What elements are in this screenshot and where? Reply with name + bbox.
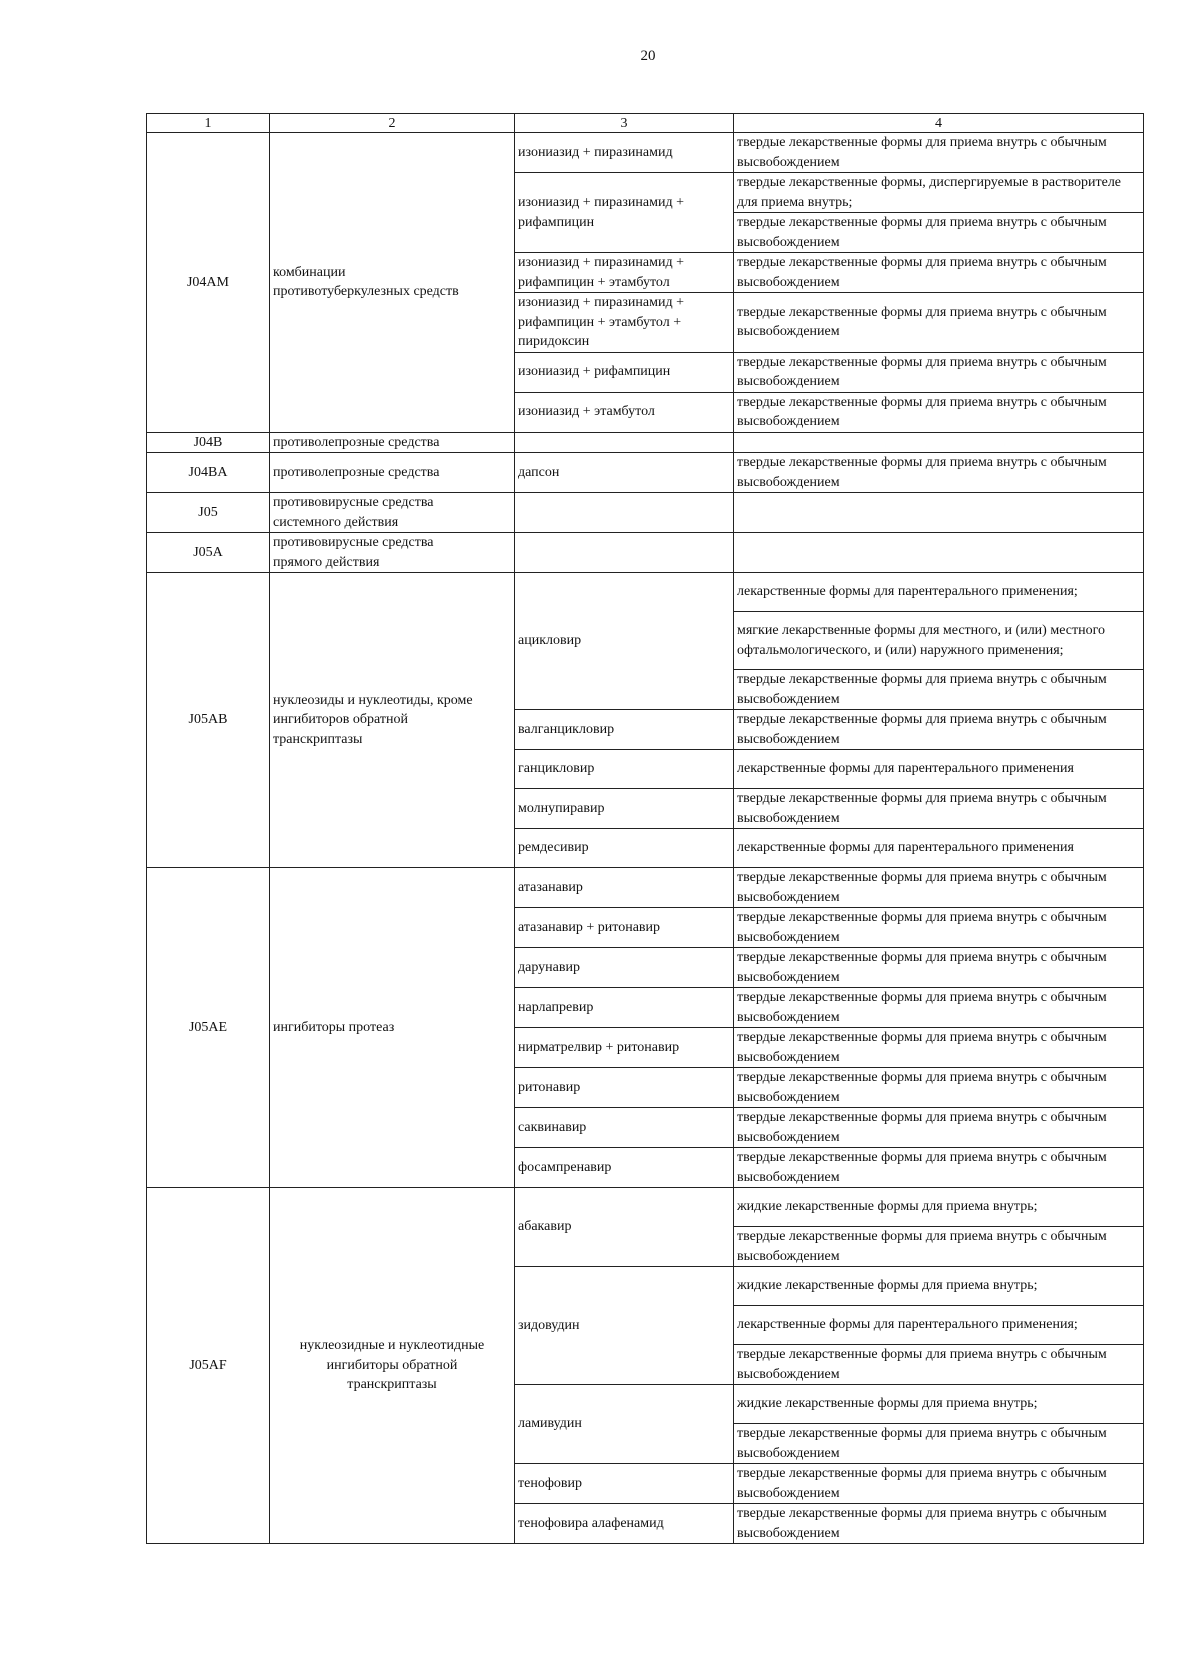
- dosage-form-cell: твердые лекарственные формы для приема внутрь с обычным высвобождением: [734, 948, 1144, 988]
- drug-name-cell: фосампренавир: [515, 1148, 734, 1188]
- dosage-form-cell: [734, 533, 1144, 573]
- dosage-form-cell: жидкие лекарственные формы для приема внутрь;: [734, 1188, 1144, 1227]
- dosage-form-cell: лекарственные формы для парентерального применения;: [734, 573, 1144, 612]
- dosage-form-cell: твердые лекарственные формы для приема внутрь с обычным высвобождением: [734, 1345, 1144, 1385]
- dosage-form-cell: твердые лекарственные формы для приема внутрь с обычным высвобождением: [734, 1227, 1144, 1267]
- medication-table: [146, 113, 1144, 1544]
- dosage-form-cell: [734, 493, 1144, 533]
- drug-name-cell: молнупиравир: [515, 789, 734, 829]
- page-number: 20: [640, 48, 656, 64]
- atc-group-name-cell: нуклеозиды и нуклеотиды, кроме ингибиторов обратной транскриптазы: [270, 573, 515, 868]
- drug-name-cell: тенофовир: [515, 1464, 734, 1504]
- drug-name-cell: атазанавир: [515, 868, 734, 908]
- table-row: [147, 573, 1144, 612]
- drug-name-cell: дапсон: [515, 453, 734, 493]
- table-row: [147, 432, 1144, 453]
- dosage-form-cell: жидкие лекарственные формы для приема внутрь;: [734, 1385, 1144, 1424]
- dosage-form-cell: лекарственные формы для парентерального применения: [734, 829, 1144, 868]
- drug-name-cell: ацикловир: [515, 573, 734, 710]
- atc-code-cell: J04BA: [147, 453, 270, 493]
- dosage-form-cell: лекарственные формы для парентерального применения: [734, 750, 1144, 789]
- atc-group-name-cell: противолепрозные средства: [270, 432, 515, 453]
- dosage-form-cell: твердые лекарственные формы для приема внутрь с обычным высвобождением: [734, 1464, 1144, 1504]
- dosage-form-cell: твердые лекарственные формы, диспергируемые в растворителе для приема внутрь;: [734, 173, 1144, 213]
- atc-code-cell: J05AB: [147, 573, 270, 868]
- dosage-form-cell: твердые лекарственные формы для приема внутрь с обычным высвобождением: [734, 670, 1144, 710]
- atc-group-name-cell: комбинации противотуберкулезных средств: [270, 133, 515, 433]
- table-row: [147, 453, 1144, 493]
- drug-name-cell: нарлапревир: [515, 988, 734, 1028]
- drug-name-cell: дарунавир: [515, 948, 734, 988]
- dosage-form-cell: твердые лекарственные формы для приема внутрь с обычным высвобождением: [734, 1424, 1144, 1464]
- header-col-1: 1: [147, 114, 270, 133]
- dosage-form-cell: твердые лекарственные формы для приема внутрь с обычным высвобождением: [734, 213, 1144, 253]
- dosage-form-cell: [734, 432, 1144, 453]
- dosage-form-cell: твердые лекарственные формы для приема внутрь с обычным высвобождением: [734, 293, 1144, 353]
- dosage-form-cell: твердые лекарственные формы для приема внутрь с обычным высвобождением: [734, 453, 1144, 493]
- drug-name-cell: изониазид + пиразинамид + рифампицин + этамбутол + пиридоксин: [515, 293, 734, 353]
- table-row: [147, 533, 1144, 573]
- dosage-form-cell: твердые лекарственные формы для приема внутрь с обычным высвобождением: [734, 789, 1144, 829]
- drug-name-cell: изониазид + пиразинамид + рифампицин: [515, 173, 734, 253]
- header-col-2: 2: [270, 114, 515, 133]
- table-row: [147, 868, 1144, 908]
- table-row: [147, 1188, 1144, 1227]
- dosage-form-cell: твердые лекарственные формы для приема внутрь с обычным высвобождением: [734, 908, 1144, 948]
- drug-name-cell: ритонавир: [515, 1068, 734, 1108]
- drug-name-cell: ремдесивир: [515, 829, 734, 868]
- dosage-form-cell: твердые лекарственные формы для приема внутрь с обычным высвобождением: [734, 868, 1144, 908]
- drug-name-cell: изониазид + этамбутол: [515, 392, 734, 432]
- atc-code-cell: J04B: [147, 432, 270, 453]
- dosage-form-cell: твердые лекарственные формы для приема внутрь с обычным высвобождением: [734, 392, 1144, 432]
- dosage-form-cell: твердые лекарственные формы для приема внутрь с обычным высвобождением: [734, 133, 1144, 173]
- drug-name-cell: ламивудин: [515, 1385, 734, 1464]
- drug-name-cell: изониазид + пиразинамид + рифампицин + этамбутол: [515, 253, 734, 293]
- dosage-form-cell: твердые лекарственные формы для приема внутрь с обычным высвобождением: [734, 1504, 1144, 1544]
- atc-code-cell: J05AE: [147, 868, 270, 1188]
- dosage-form-cell: лекарственные формы для парентерального применения;: [734, 1306, 1144, 1345]
- atc-code-cell: J05: [147, 493, 270, 533]
- dosage-form-cell: твердые лекарственные формы для приема внутрь с обычным высвобождением: [734, 1108, 1144, 1148]
- dosage-form-cell: твердые лекарственные формы для приема внутрь с обычным высвобождением: [734, 710, 1144, 750]
- header-col-4: 4: [734, 114, 1144, 133]
- dosage-form-cell: твердые лекарственные формы для приема внутрь с обычным высвобождением: [734, 352, 1144, 392]
- table-row: [147, 133, 1144, 173]
- atc-group-name-cell: нуклеозидные и нуклеотидные ингибиторы обратной транскриптазы: [270, 1188, 515, 1544]
- dosage-form-cell: твердые лекарственные формы для приема внутрь с обычным высвобождением: [734, 1028, 1144, 1068]
- dosage-form-cell: твердые лекарственные формы для приема внутрь с обычным высвобождением: [734, 988, 1144, 1028]
- dosage-form-cell: твердые лекарственные формы для приема внутрь с обычным высвобождением: [734, 1148, 1144, 1188]
- drug-name-cell: [515, 493, 734, 533]
- atc-group-name-cell: противолепрозные средства: [270, 453, 515, 493]
- atc-group-name-cell: ингибиторы протеаз: [270, 868, 515, 1188]
- dosage-form-cell: мягкие лекарственные формы для местного, и (или) местного офтальмологического, и (или) наружного применения;: [734, 612, 1144, 670]
- table-body: [147, 133, 1144, 1544]
- atc-code-cell: J05AF: [147, 1188, 270, 1544]
- drug-name-cell: [515, 432, 734, 453]
- drug-name-cell: изониазид + рифампицин: [515, 352, 734, 392]
- dosage-form-cell: жидкие лекарственные формы для приема внутрь;: [734, 1267, 1144, 1306]
- dosage-form-cell: твердые лекарственные формы для приема внутрь с обычным высвобождением: [734, 253, 1144, 293]
- drug-name-cell: саквинавир: [515, 1108, 734, 1148]
- drug-name-cell: атазанавир + ритонавир: [515, 908, 734, 948]
- drug-name-cell: абакавир: [515, 1188, 734, 1267]
- atc-group-name-cell: противовирусные средства системного действия: [270, 493, 515, 533]
- drug-name-cell: тенофовира алафенамид: [515, 1504, 734, 1544]
- header-col-3: 3: [515, 114, 734, 133]
- drug-name-cell: ганцикловир: [515, 750, 734, 789]
- dosage-form-cell: твердые лекарственные формы для приема внутрь с обычным высвобождением: [734, 1068, 1144, 1108]
- atc-code-cell: J05A: [147, 533, 270, 573]
- atc-code-cell: J04AM: [147, 133, 270, 433]
- drug-name-cell: [515, 533, 734, 573]
- drug-name-cell: валганцикловир: [515, 710, 734, 750]
- atc-group-name-cell: противовирусные средства прямого действия: [270, 533, 515, 573]
- header-row: [147, 114, 1144, 133]
- table-row: [147, 493, 1144, 533]
- drug-name-cell: зидовудин: [515, 1267, 734, 1385]
- drug-name-cell: нирматрелвир + ритонавир: [515, 1028, 734, 1068]
- drug-name-cell: изониазид + пиразинамид: [515, 133, 734, 173]
